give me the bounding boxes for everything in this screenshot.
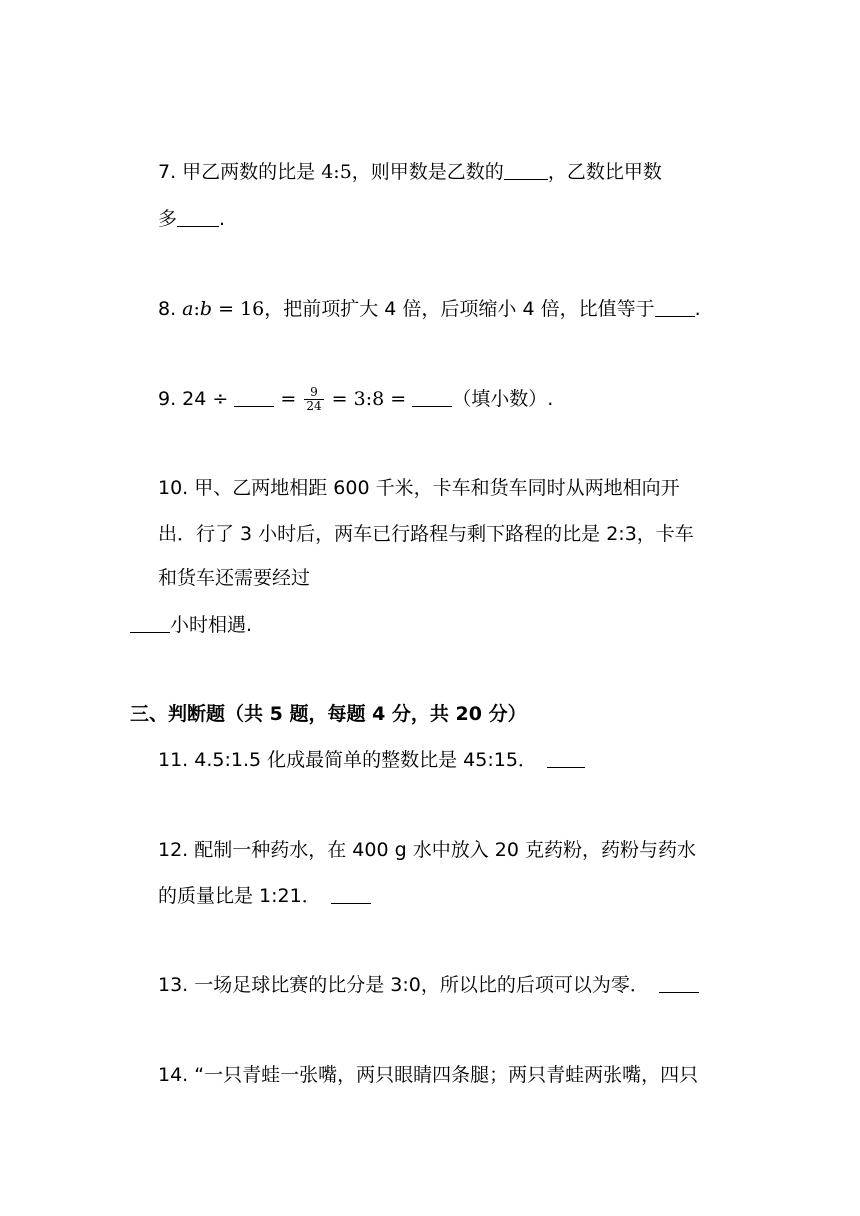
q8-math-a: a — [182, 298, 194, 320]
question-9 — [158, 386, 553, 413]
question-10-line-2: 出．行了 3 小时后，两车已行路程与剩下路程的比是 2:3，卡车 — [158, 523, 694, 545]
section-3-heading: 三、判断题（共 5 题，每题 4 分，共 20 分） — [130, 703, 527, 725]
q9-fraction-denominator: 24 — [306, 399, 322, 413]
q9-eq2: = 3:8 = — [325, 388, 413, 410]
q9-prefix: 9. 24 ÷ — [158, 388, 235, 410]
q9-eq1: = — [274, 388, 303, 410]
q13-text: 13. 一场足球比赛的比分是 3:0，所以比的后项可以为零． — [158, 974, 649, 996]
q7-line2-prefix: 多 — [158, 208, 178, 230]
question-14-line-1: 14. “一只青蛙一张嘴，两只眼睛四条腿；两只青蛙两张嘴，四只 — [158, 1064, 699, 1086]
q9-fraction-numerator: 9 — [304, 386, 323, 400]
q11-answer-blank[interactable] — [547, 749, 585, 768]
question-11 — [158, 748, 585, 772]
q9-suffix: （填小数）. — [452, 388, 554, 410]
q11-text: 11. 4.5:1.5 化成最简单的整数比是 45:15． — [158, 749, 537, 771]
q7-ratio: 4:5 — [321, 161, 352, 183]
q13-answer-blank[interactable] — [659, 974, 699, 993]
q7-answer-blank-1[interactable] — [504, 161, 548, 180]
question-12-line-1: 12. 配制一种药水，在 400 g 水中放入 20 克药粉，药粉与药水 — [158, 839, 696, 861]
q8-math-b: b — [199, 298, 213, 320]
q7-line2-suffix: . — [219, 208, 226, 230]
q10-line4-suffix: 小时相遇. — [170, 614, 253, 636]
q8-prefix: 8. — [158, 298, 183, 320]
q8-answer-blank[interactable] — [655, 298, 695, 317]
q12-answer-blank[interactable] — [331, 885, 371, 904]
q7-answer-blank-2[interactable] — [177, 208, 219, 227]
q9-answer-blank-2[interactable] — [412, 388, 452, 407]
question-12-line-2 — [158, 884, 371, 908]
q7-suffix: ，乙数比甲数 — [547, 161, 662, 183]
q12-line2-text: 的质量比是 1:21． — [158, 885, 321, 907]
question-7-line-2 — [158, 207, 225, 231]
q9-answer-blank-1[interactable] — [234, 388, 274, 407]
q9-fraction — [304, 386, 323, 413]
question-10-line-3: 和货车还需要经过 — [158, 567, 311, 589]
q8-math-colon: : — [193, 298, 200, 320]
q10-answer-blank[interactable] — [130, 614, 170, 633]
question-7-line-1 — [158, 160, 662, 184]
q8-math-eq: = 16 — [212, 298, 265, 320]
question-10-line-4 — [130, 613, 252, 637]
q8-suffix: . — [694, 298, 701, 320]
q7-prefix: 7. 甲乙两数的比是 — [158, 161, 322, 183]
q7-mid-text: ，则甲数是乙数的 — [351, 161, 504, 183]
q8-text: ，把前项扩大 4 倍，后项缩小 4 倍，比值等于 — [264, 298, 655, 320]
question-10-line-1: 10. 甲、乙两地相距 600 千米，卡车和货车同时从两地相向开 — [158, 477, 680, 499]
question-8 — [158, 297, 701, 321]
question-13 — [158, 973, 699, 997]
